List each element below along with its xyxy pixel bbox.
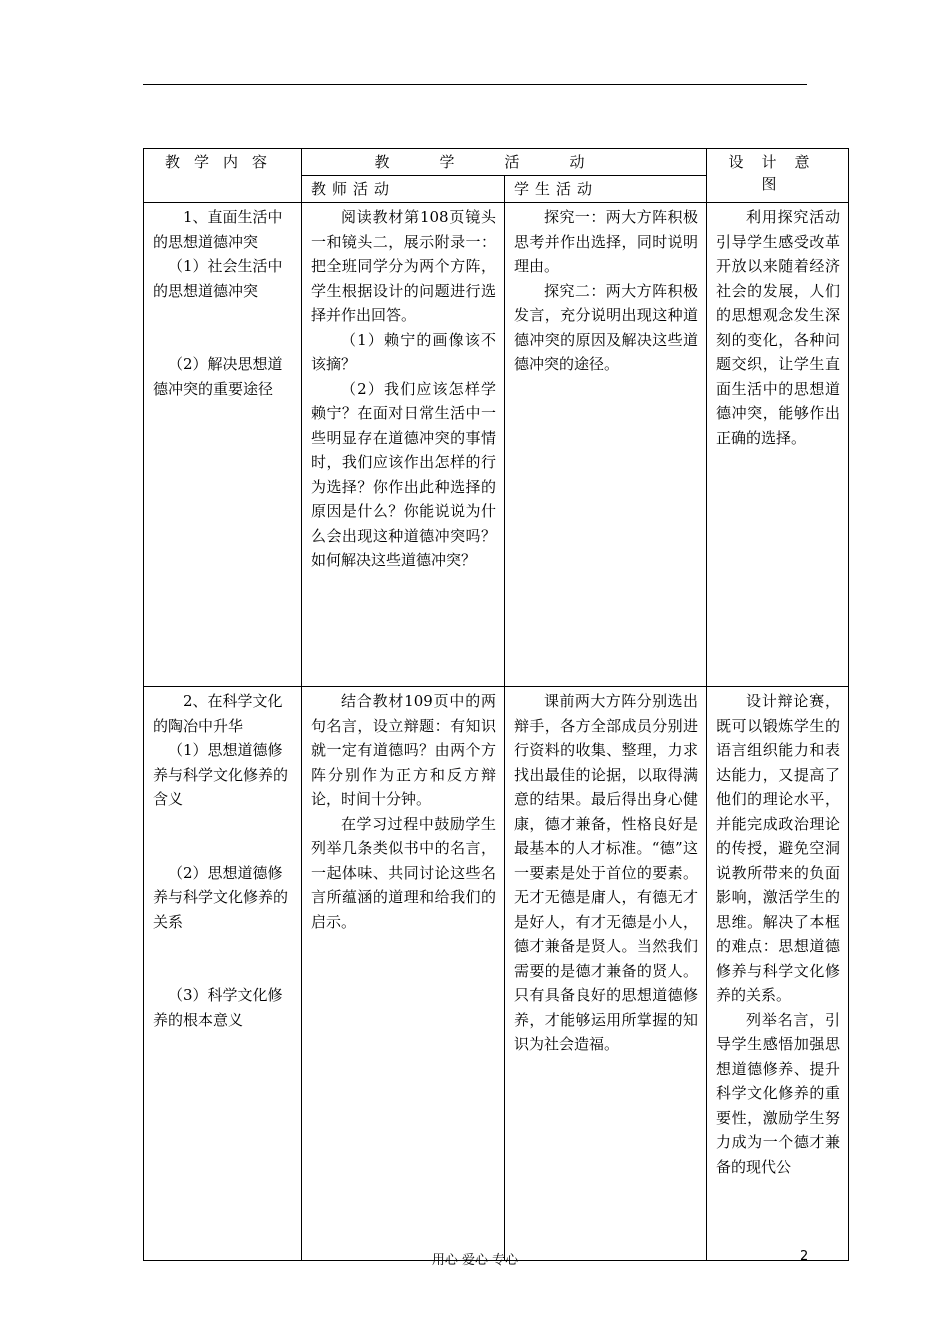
- lesson-plan-table: [143, 148, 849, 1261]
- header-activity: 教学活动: [302, 149, 707, 176]
- section-title: 1、直面生活中的思想道德冲突: [153, 208, 283, 251]
- teacher-activity-cell: [302, 687, 505, 1261]
- student-activity-cell: [505, 687, 707, 1261]
- header-rule: [143, 84, 807, 85]
- paragraph: 探究二：两大方阵积极发言，充分说明出现这种道德冲突的原因及解决这些道德冲突的途径。: [514, 281, 699, 373]
- section-title: 2、在科学文化的陶冶中升华: [153, 692, 283, 735]
- page-number: 2: [800, 1249, 809, 1264]
- subsection-item: （1）思想道德修养与科学文化修养的含义: [153, 741, 289, 808]
- header-teacher: 教师活动: [302, 176, 505, 203]
- paragraph: 探究一：两大方阵积极思考并作出选择，同时说明理由。: [514, 208, 699, 275]
- content-cell: [144, 687, 302, 1261]
- student-activity-cell: [505, 203, 707, 687]
- paragraph: 利用探究活动引导学生感受改革开放以来随着经济社会的发展，人们的思想观念发生深刻的变化，各种问题交织，让学生直面生活中的思想道德冲突，能够作出正确的选择。: [716, 208, 841, 447]
- table-row: [144, 687, 849, 1261]
- header-design: 设计意图: [707, 149, 849, 203]
- paragraph: 列举名言，引导学生感悟加强思想道德修养、提升科学文化修养的重要性，激励学生努力成为一个德才兼备的现代公: [716, 1010, 841, 1176]
- paragraph: 设计辩论赛，既可以锻炼学生的语言组织能力和表达能力，又提高了他们的理论水平，并能完成政治理论的传授，避免空洞说教所带来的负面影响，激活学生的思维。解决了本框的难点：思想道德修养与科学文化修养的关系。: [716, 692, 841, 1004]
- subsection-item: （2）解决思想道德冲突的重要途径: [153, 355, 283, 398]
- paragraph: 结合教材109页中的两句名言，设立辩题：有知识就一定有道德吗？由两个方阵分别作为正方和反方辩论，时间十分钟。: [311, 692, 496, 808]
- header-student: 学生活动: [505, 176, 707, 203]
- design-intent-cell: [707, 687, 849, 1261]
- header-content: 教学内容: [144, 149, 302, 203]
- subsection-item: （3）科学文化修养的根本意义: [153, 986, 283, 1029]
- subsection-item: （1）社会生活中的思想道德冲突: [153, 257, 283, 300]
- paragraph: 阅读教材第108页镜头一和镜头二，展示附录一：把全班同学分为两个方阵，学生根据设计的问题进行选择并作出回答。: [311, 208, 496, 324]
- design-intent-cell: [707, 203, 849, 687]
- paragraph: 在学习过程中鼓励学生列举几条类似书中的名言，一起体味、共同讨论这些名言所蕴涵的道理和给我们的启示。: [311, 814, 496, 931]
- paragraph: （1）赖宁的画像该不该摘？: [311, 330, 496, 373]
- header-row: [144, 149, 849, 176]
- subsection-item: （2）思想道德修养与科学文化修养的关系: [153, 863, 289, 931]
- table-row: [144, 203, 849, 687]
- footer-motto: 用心 爱心 专心: [431, 1253, 519, 1268]
- paragraph: 课前两大方阵分别选出辩手，各方全部成员分别进行资料的收集、整理，力求找出最佳的论据，以取得满意的结果。最后得出身心健康，德才兼备，性格良好是最基本的人才标准。“德”这一要素是处于首位的要素。无才无德是庸人，有德无才是好人，有才无德是小人，德才兼备是贤人。当然我们需要的是德才兼备的贤人。只有具备良好的思想道德修养，才能够运用所掌握的知识为社会造福。: [514, 692, 699, 1053]
- content-cell: [144, 203, 302, 687]
- paragraph: （2）我们应该怎样学赖宁？在面对日常生活中一些明显存在道德冲突的事情时，我们应该作出怎样的行为选择？你作出此种选择的原因是什么？你能说说为什么会出现这种道德冲突吗？如何解决这些道德冲突？: [311, 379, 496, 569]
- teacher-activity-cell: [302, 203, 505, 687]
